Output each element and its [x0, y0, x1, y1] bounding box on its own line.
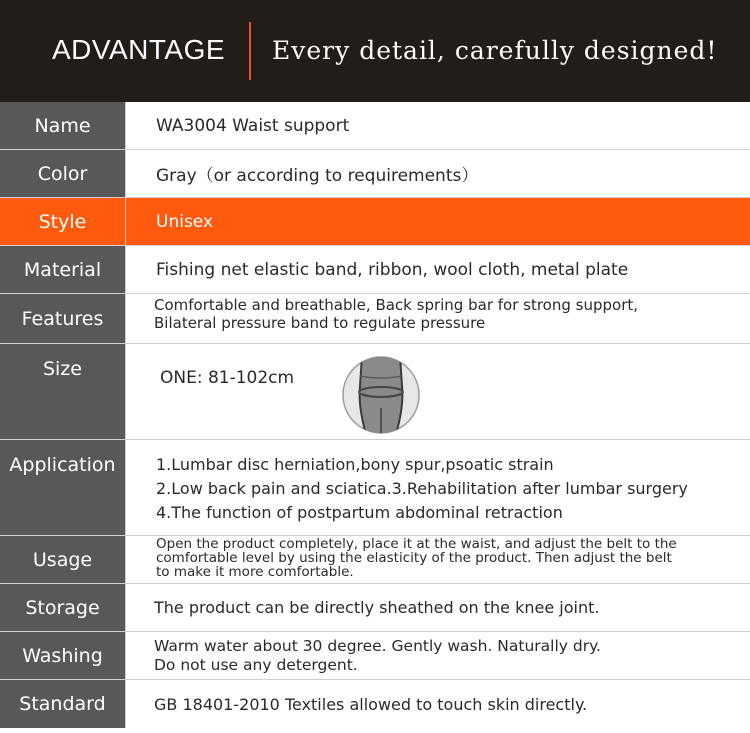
value-size: [126, 344, 750, 439]
usage-line-2: comfortable level by using the elasticity of the product. Then adjust the belt: [156, 550, 672, 567]
value-usage: [126, 536, 750, 583]
label-usage: Usage: [0, 536, 126, 583]
row-storage: [0, 584, 750, 632]
value-storage: The product can be directly sheathed on the knee joint.: [126, 584, 750, 631]
label-features: Features: [0, 294, 126, 343]
label-washing: Washing: [0, 632, 126, 679]
row-style: [0, 198, 750, 246]
application-line-1: 1.Lumbar disc herniation,bony spur,psoatic strain: [156, 455, 554, 474]
features-line-2: Bilateral pressure band to regulate pressure: [154, 314, 486, 332]
washing-line-2: Do not use any detergent.: [154, 655, 358, 674]
row-color: [0, 150, 750, 198]
header-divider: [249, 22, 251, 80]
value-washing: [126, 632, 750, 679]
header-title: ADVANTAGE: [52, 34, 226, 65]
value-material: Fishing net elastic band, ribbon, wool cloth, metal plate: [126, 246, 750, 293]
application-line-3: 4.The function of postpartum abdominal retraction: [156, 503, 563, 522]
usage-line-3: to make it more comfortable.: [156, 564, 354, 581]
value-style: Unisex: [126, 198, 750, 245]
value-name: WA3004 Waist support: [126, 102, 750, 149]
value-application: [126, 440, 750, 535]
value-standard: GB 18401-2010 Textiles allowed to touch skin directly.: [126, 680, 750, 728]
row-washing: [0, 632, 750, 680]
value-features: [126, 294, 750, 343]
label-color: Color: [0, 150, 126, 197]
row-name: [0, 102, 750, 150]
label-style: Style: [0, 198, 126, 245]
application-line-2: 2.Low back pain and sciatica.3.Rehabilitation after lumbar surgery: [156, 479, 688, 498]
row-features: [0, 294, 750, 344]
label-standard: Standard: [0, 680, 126, 728]
washing-line-1: Warm water about 30 degree. Gently wash. Naturally dry.: [154, 637, 601, 655]
label-material: Material: [0, 246, 126, 293]
usage-line-1: Open the product completely, place it at the waist, and adjust the belt to the: [156, 536, 677, 552]
row-size: [0, 344, 750, 440]
label-size: Size: [0, 344, 126, 439]
size-value-text: ONE: 81-102cm: [160, 368, 295, 388]
label-storage: Storage: [0, 584, 126, 631]
row-material: [0, 246, 750, 294]
waist-measure-icon: [342, 356, 420, 439]
row-standard: [0, 680, 750, 728]
features-line-1: Comfortable and breathable, Back spring bar for strong support,: [154, 296, 639, 314]
header-banner: [0, 0, 750, 102]
row-application: [0, 440, 750, 536]
header-tagline: Every detail, carefully designed!: [272, 36, 718, 65]
value-color: Gray（or according to requirements）: [126, 150, 750, 197]
row-usage: [0, 536, 750, 584]
label-application: Application: [0, 440, 126, 535]
spec-table: [0, 102, 750, 728]
label-name: Name: [0, 102, 126, 149]
